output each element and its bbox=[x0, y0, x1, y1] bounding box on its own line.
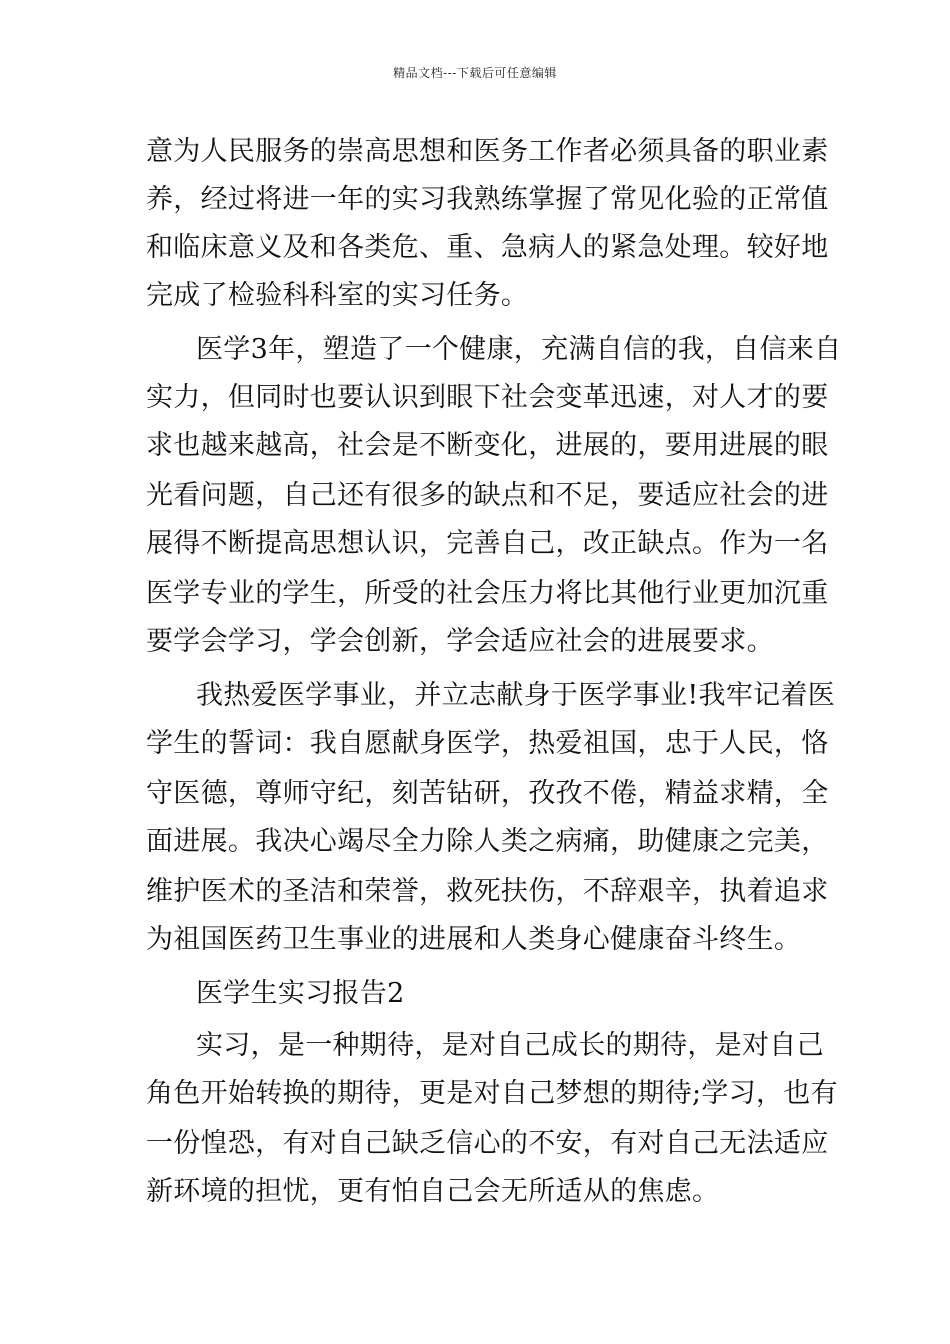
text-line: 面进展。我决心竭尽全力除人类之病痛，助健康之完美， bbox=[146, 826, 829, 857]
paragraph-first-line: 实习，是一种期待，是对自己成长的期待，是对自己 bbox=[196, 1030, 824, 1061]
text-line: 实力，但同时也要认识到眼下社会变革迅速，对人才的要 bbox=[146, 382, 829, 413]
text-line: 为祖国医药卫生事业的进展和人类身心健康奋斗终生。 bbox=[146, 924, 802, 955]
text-line: 光看问题，自己还有很多的缺点和不足，要适应社会的进 bbox=[146, 480, 829, 511]
text-line: 新环境的担忧，更有怕自己会无所适从的焦虑。 bbox=[146, 1176, 720, 1207]
text-line: 学生的誓词：我自愿献身医学，热爱祖国，忠于人民，恪 bbox=[146, 728, 829, 759]
text-line: 维护医术的圣洁和荣誉，救死扶伤，不辞艰辛，执着追求 bbox=[146, 876, 829, 907]
page-header: 精品文档---下载后可任意编辑 bbox=[393, 66, 557, 80]
text-line: 守医德，尊师守纪，刻苦钻研，孜孜不倦，精益求精，全 bbox=[146, 778, 829, 809]
text-line: 医学专业的学生，所受的社会压力将比其他行业更加沉重 bbox=[146, 578, 829, 609]
text-line: 完成了检验科科室的实习任务。 bbox=[146, 280, 529, 311]
text-line: 展得不断提高思想认识，完善自己，改正缺点。作为一名 bbox=[146, 528, 829, 559]
text-line: 求也越来越高，社会是不断变化，进展的，要用进展的眼 bbox=[146, 430, 829, 461]
text-line: 养，经过将进一年的实习我熟练掌握了常见化验的正常值 bbox=[146, 184, 829, 215]
paragraph-first-line: 医学3年，塑造了一个健康，充满自信的我，自信来自 bbox=[196, 334, 842, 365]
text-line: 角色开始转换的期待，更是对自己梦想的期待;学习，也有 bbox=[146, 1078, 838, 1109]
paragraph-first-line: 我热爱医学事业，并立志献身于医学事业!我牢记着医 bbox=[196, 680, 836, 711]
text-line: 一份惶恐，有对自己缺乏信心的不安，有对自己无法适应 bbox=[146, 1128, 829, 1159]
text-line: 意为人民服务的崇高思想和医务工作者必须具备的职业素 bbox=[146, 136, 829, 167]
text-line: 和临床意义及和各类危、重、急病人的紧急处理。较好地 bbox=[146, 232, 829, 263]
text-line: 要学会学习，学会创新，学会适应社会的进展要求。 bbox=[146, 626, 774, 657]
section-heading: 医学生实习报告2 bbox=[196, 978, 405, 1009]
